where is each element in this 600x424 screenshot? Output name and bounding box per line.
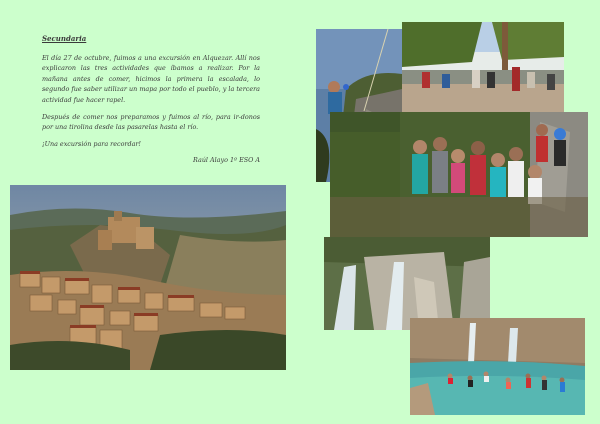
article-signature: Raúl Alayo 1º ESO A (193, 156, 260, 165)
article-paragraph: ¡Una excursión para recordar! (42, 139, 142, 148)
picnic-photo (402, 22, 564, 114)
group-photo (330, 112, 588, 237)
waterfall-photo (324, 237, 490, 330)
village-photo (10, 185, 286, 370)
river-pool-photo (410, 318, 585, 415)
article-heading: Secundaria (42, 34, 87, 43)
article-paragraph: Después de comer nos preparamos y fuimos al río, para ir-donos por una tirolina desde las pasarelas hasta el río. (42, 112, 260, 132)
article-text (42, 34, 260, 172)
article-paragraph: El día 27 de octubre, fuimos a una excursión en Alquezar. Allí nos explicaron las tres actividades que íbamos a realizar. Por la mañana antes de comer, hicimos la primera la escalada, lo segundo fue saber utilizar un mapa por todo el pueblo, y la tercera actividad fue hacer rapel. (42, 53, 260, 104)
